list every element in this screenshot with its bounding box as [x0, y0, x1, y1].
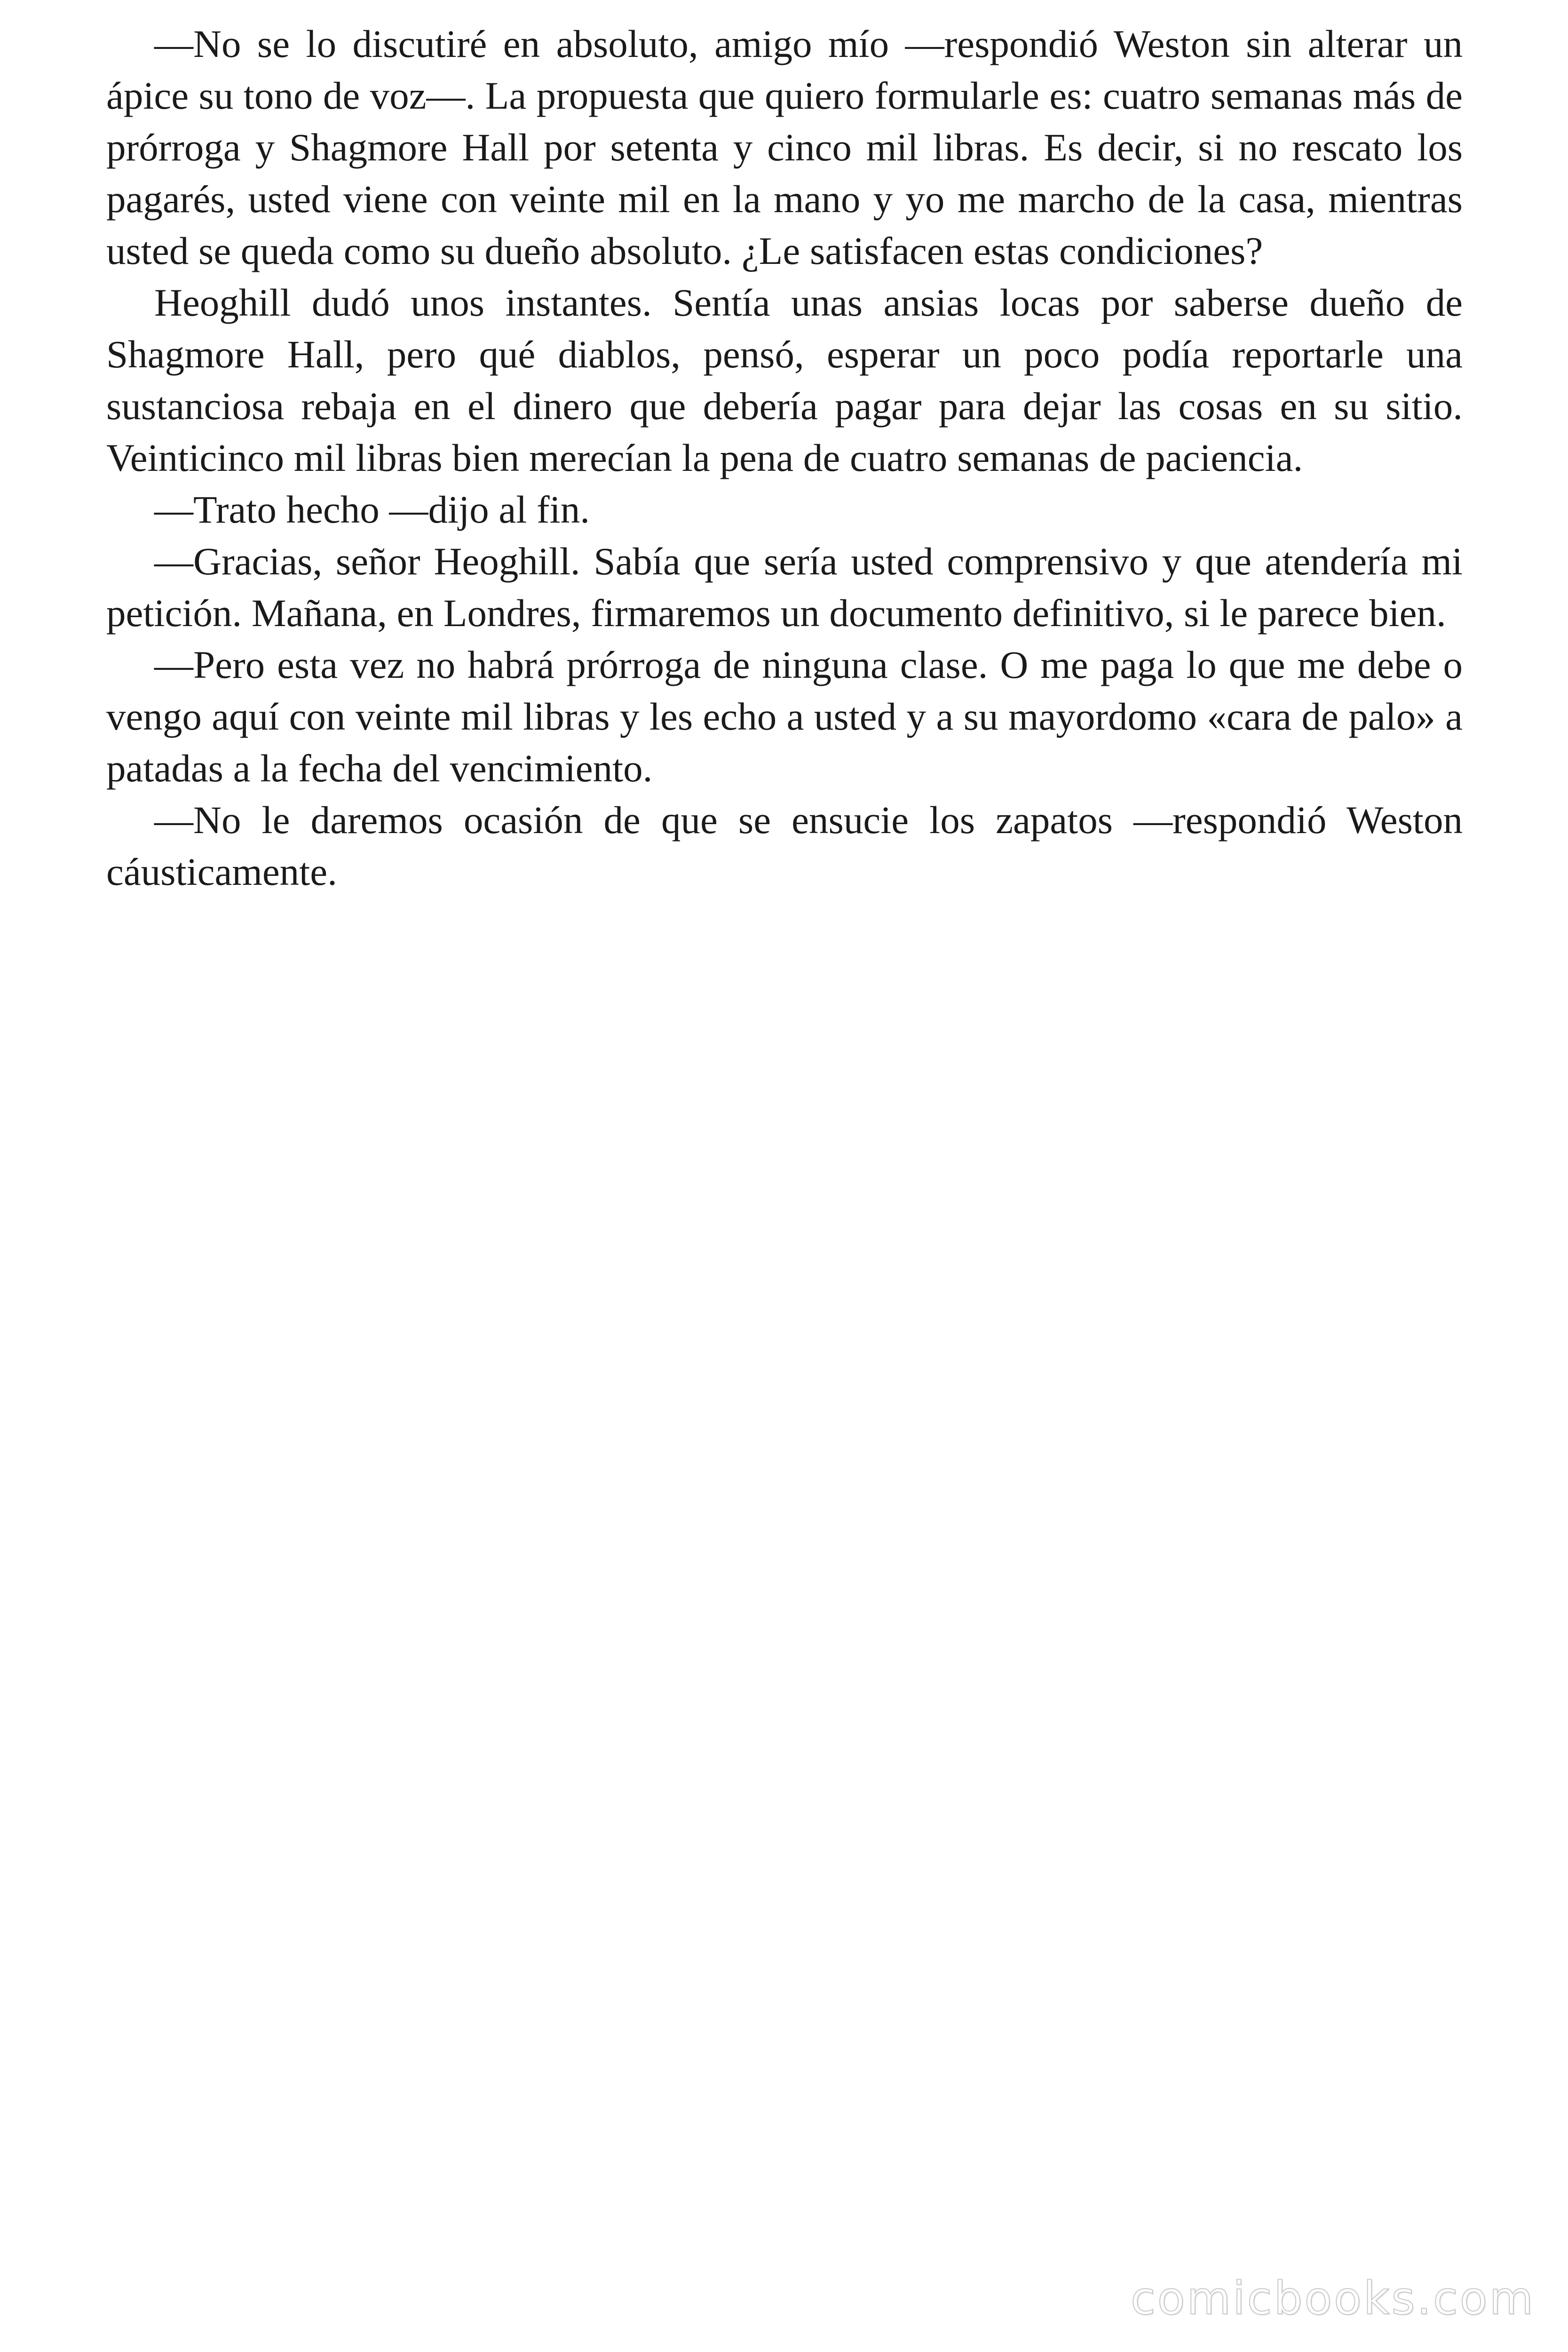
paragraph-3: —Trato hecho —dijo al fin. [154, 488, 590, 531]
watermark: comicbooks.com [1130, 2272, 1535, 2325]
paragraph-1: —No se lo discutiré en absoluto, amigo mío —respondió Weston sin alterar un ápice su tono de voz—. La propuesta que quiero formularle es: cuatro semanas más de prórroga y Shagmore Hall por setenta y cinco mil libras. Es decir, si no rescato los pagarés, usted viene con veinte mil en la mano y yo me marcho de la casa, mientras usted se queda como su dueño absoluto. ¿Le satisfacen estas condiciones? [106, 22, 1463, 272]
paragraph-2: Heoghill dudó unos instantes. Sentía unas ansias locas por saberse dueño de Shagmore Hall, pero qué diablos, pensó, esperar un poco podía reportarle una sustanciosa rebaja en el dinero que debería pagar para dejar las cosas en su sitio. Veinticinco mil libras bien merecían la pena de cuatro semanas de paciencia. [106, 281, 1463, 479]
paragraph-4: —Gracias, señor Heoghill. Sabía que sería usted comprensivo y que atendería mi petición. Mañana, en Londres, firmaremos un documento definitivo, si le parece bien. [106, 540, 1463, 635]
paragraph-5: —Pero esta vez no habrá prórroga de ninguna clase. O me paga lo que me debe o vengo aquí con veinte mil libras y les echo a usted y a su mayordomo «cara de palo» a patadas a la fecha del vencimiento. [106, 643, 1463, 790]
paragraph-6: —No le daremos ocasión de que se ensucie los zapatos —respondió Weston cáusticamente. [106, 798, 1463, 893]
body-text [106, 18, 1463, 898]
